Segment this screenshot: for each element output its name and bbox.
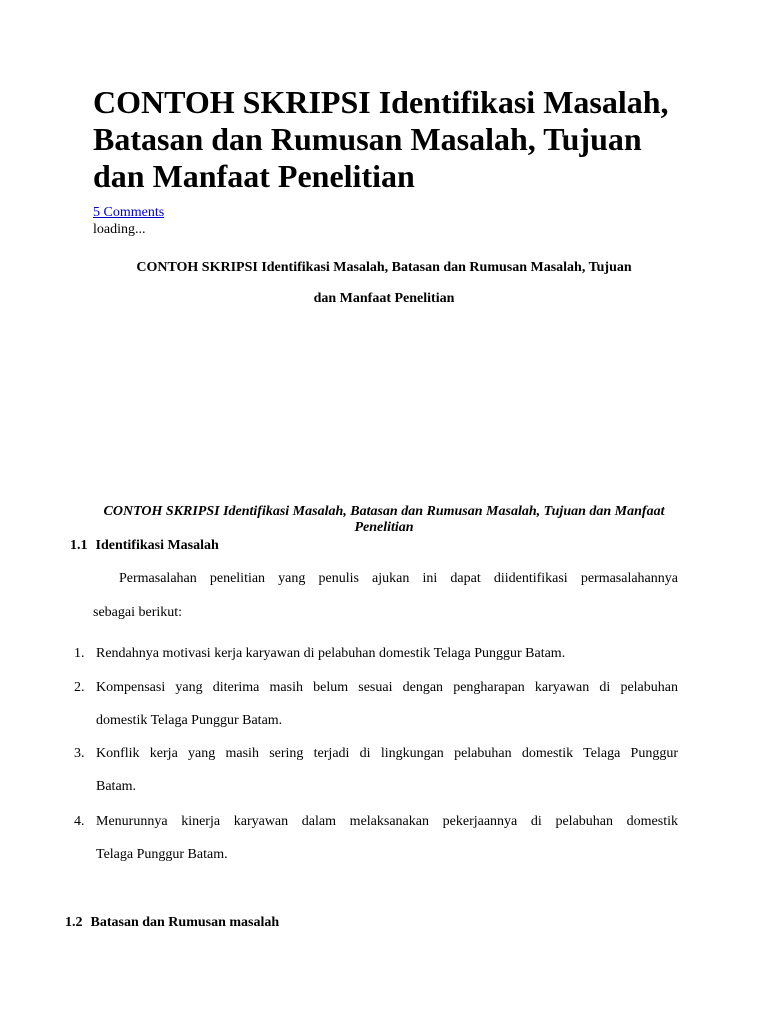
intro-paragraph-line-1: Permasalahan penelitian yang penulis ajukan ini dapat diidentifikasi permasalahannya (119, 571, 678, 586)
italic-document-title: CONTOH SKRIPSI Identifikasi Masalah, Batasan dan Rumusan Masalah, Tujuan dan Manfaat Penelitian (103, 504, 665, 535)
list-item-text-continued: domestik Telaga Punggur Batam. (96, 713, 283, 728)
section-title: Identifikasi Masalah (95, 538, 219, 553)
loading-text: loading... (93, 222, 146, 237)
page-title: CONTOH SKRIPSI Identifikasi Masalah, Batasan dan Rumusan Masalah, Tujuan dan Manfaat Penelitian (93, 84, 669, 194)
section-number: 1.2 (65, 915, 83, 930)
list-item-text-continued: Batam. (96, 779, 137, 794)
list-marker: 3. (74, 746, 85, 761)
list-marker: 1. (74, 646, 85, 661)
comments-link[interactable]: 5 Comments (93, 205, 165, 220)
list-item-text: Menurunnya kinerja karyawan dalam melaksanakan pekerjaannya di pelabuhan domestik (96, 814, 678, 829)
list-marker: 4. (74, 814, 85, 829)
list-item-text-continued: Telaga Punggur Batam. (96, 847, 228, 862)
section-heading-1-2 (65, 915, 279, 931)
section-number: 1.1 (70, 538, 88, 553)
intro-paragraph-line-2: sebagai berikut: (93, 605, 183, 620)
list-item-text: Rendahnya motivasi kerja karyawan di pelabuhan domestik Telaga Punggur Batam. (96, 646, 566, 661)
section-title: Batasan dan Rumusan masalah (90, 915, 280, 930)
center-title-line-2: dan Manfaat Penelitian (313, 291, 455, 306)
list-marker: 2. (74, 680, 85, 695)
list-item-text: Kompensasi yang diterima masih belum sesuai dengan pengharapan karyawan di pelabuhan (96, 680, 678, 695)
center-title-line-1: CONTOH SKRIPSI Identifikasi Masalah, Batasan dan Rumusan Masalah, Tujuan (136, 260, 632, 275)
section-heading-1-1 (70, 538, 219, 554)
list-item-text: Konflik kerja yang masih sering terjadi di lingkungan pelabuhan domestik Telaga Punggur (96, 746, 678, 761)
